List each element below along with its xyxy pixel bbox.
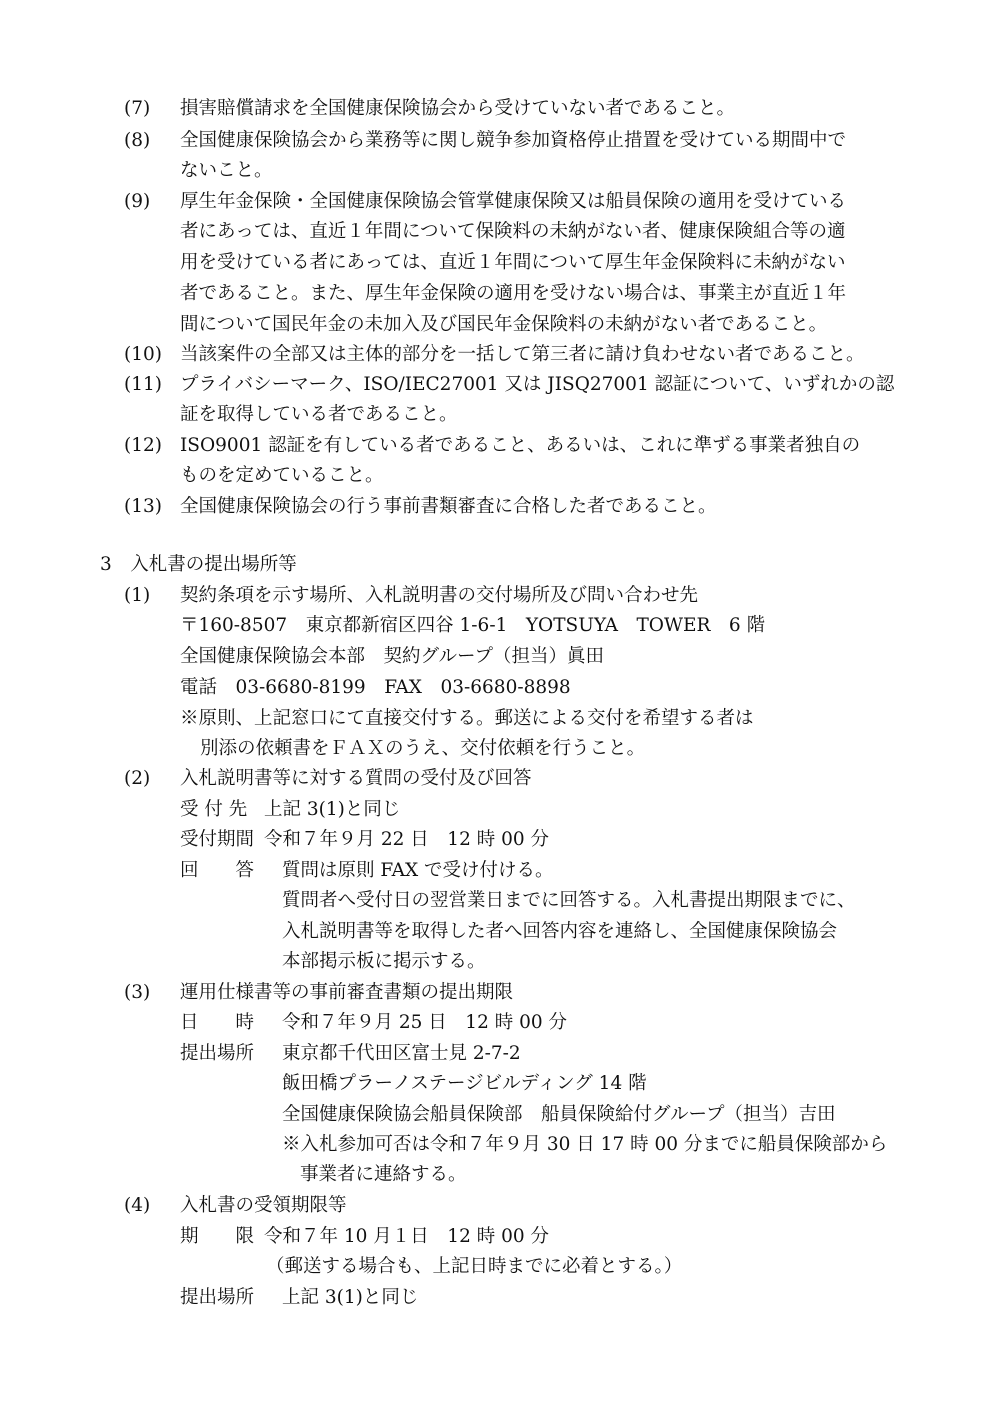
field-label: 提出場所 <box>180 1043 255 1064</box>
condition-text: 当該案件の全部又は主体的部分を一括して第三者に請け負わせない者であること。 <box>180 344 865 365</box>
condition-text: 厚生年金保険・全国健康保険協会管掌健康保険又は船員保険の適用を受けている <box>180 191 847 212</box>
subsection-title: 契約条項を示す場所、入札説明書の交付場所及び問い合わせ先 <box>180 585 699 606</box>
condition-text: 全国健康保険協会の行う事前書類審査に合格した者であること。 <box>180 496 717 517</box>
field-label: 受 付 先 <box>180 799 248 820</box>
note: 事業者に連絡する。 <box>300 1164 467 1185</box>
item-number: (2) <box>124 768 151 789</box>
item-number: (3) <box>124 982 151 1003</box>
condition-text: ないこと。 <box>180 160 273 181</box>
field-value: 東京都千代田区富士見 2-7-2 <box>282 1043 521 1064</box>
subsection-title: 入札書の受領期限等 <box>180 1195 347 1216</box>
field-label: 回 答 <box>180 860 255 881</box>
condition-text: 間について国民年金の未加入及び国民年金保険料の未納がない者であること。 <box>180 314 828 335</box>
condition-text: プライバシーマーク、ISO/IEC27001 又は JISQ27001 認証について、いずれかの認 <box>180 374 895 395</box>
contact-phone-fax: 電話 03-6680-8199 FAX 03-6680-8898 <box>180 677 571 698</box>
condition-text: 全国健康保険協会から業務等に関し競争参加資格停止措置を受けている期間中で <box>180 130 847 151</box>
item-number: (11) <box>124 374 162 395</box>
field-value: 質問は原則 FAX で受け付ける。 <box>282 860 554 881</box>
field-value: 飯田橋プラーノステージビルディング 14 階 <box>282 1073 647 1094</box>
condition-text: ISO9001 認証を有している者であること、あるいは、これに準ずる事業者独自の <box>180 435 861 456</box>
field-value: 入札説明書等を取得した者へ回答内容を連絡し、全国健康保険協会 <box>282 921 838 942</box>
note: ※原則、上記窓口にて直接交付する。郵送による交付を希望する者は <box>180 708 754 729</box>
field-value: 本部掲示板に掲示する。 <box>282 951 486 972</box>
item-number: (10) <box>124 344 162 365</box>
field-value: 上記 3(1)と同じ <box>282 1287 419 1308</box>
item-number: (8) <box>124 130 151 151</box>
note: ※入札参加可否は令和７年９月 30 日 17 時 00 分までに船員保険部から <box>282 1134 888 1155</box>
field-value: 全国健康保険協会船員保険部 船員保険給付グループ（担当）吉田 <box>282 1104 836 1125</box>
condition-text: 証を取得している者であること。 <box>180 404 458 425</box>
condition-text: 用を受けている者にあっては、直近１年間について厚生年金保険料に未納がない <box>180 252 846 273</box>
field-label: 提出場所 <box>180 1287 255 1308</box>
item-number: (7) <box>124 98 151 119</box>
field-value: 令和７年 10 月１日 12 時 00 分 <box>264 1226 550 1247</box>
field-value: 令和７年９月 22 日 12 時 00 分 <box>264 829 550 850</box>
condition-text: 損害賠償請求を全国健康保険協会から受けていない者であること。 <box>180 98 736 119</box>
condition-text: ものを定めていること。 <box>180 465 384 486</box>
field-label: 日 時 <box>180 1012 255 1033</box>
item-number: (4) <box>124 1195 151 1216</box>
subsection-title: 入札説明書等に対する質問の受付及び回答 <box>180 768 532 789</box>
note: （郵送する場合も、上記日時までに必着とする。） <box>266 1256 683 1277</box>
note: 別添の依頼書をＦＡＸのうえ、交付依頼を行うこと。 <box>200 738 646 759</box>
office-address: 〒160-8507 東京都新宿区四谷 1-6-1 YOTSUYA TOWER 6 階 <box>180 615 766 636</box>
field-label: 期 限 <box>180 1226 255 1247</box>
item-number: (12) <box>124 435 162 456</box>
field-label: 受付期間 <box>180 829 255 850</box>
section-heading: 3 入札書の提出場所等 <box>100 554 297 575</box>
field-value: 令和７年９月 25 日 12 時 00 分 <box>282 1012 568 1033</box>
field-value: 上記 3(1)と同じ <box>264 799 401 820</box>
item-number: (9) <box>124 191 151 212</box>
field-value: 質問者へ受付日の翌営業日までに回答する。入札書提出期限までに、 <box>282 890 856 911</box>
condition-text: 者にあっては、直近１年間について保険料の未納がない者、健康保険組合等の適 <box>180 221 846 242</box>
item-number: (13) <box>124 496 162 517</box>
subsection-title: 運用仕様書等の事前審査書類の提出期限 <box>180 982 514 1003</box>
office-name: 全国健康保険協会本部 契約グループ（担当）眞田 <box>180 646 605 667</box>
item-number: (1) <box>124 585 151 606</box>
condition-text: 者であること。また、厚生年金保険の適用を受けない場合は、事業主が直近１年 <box>180 283 847 304</box>
